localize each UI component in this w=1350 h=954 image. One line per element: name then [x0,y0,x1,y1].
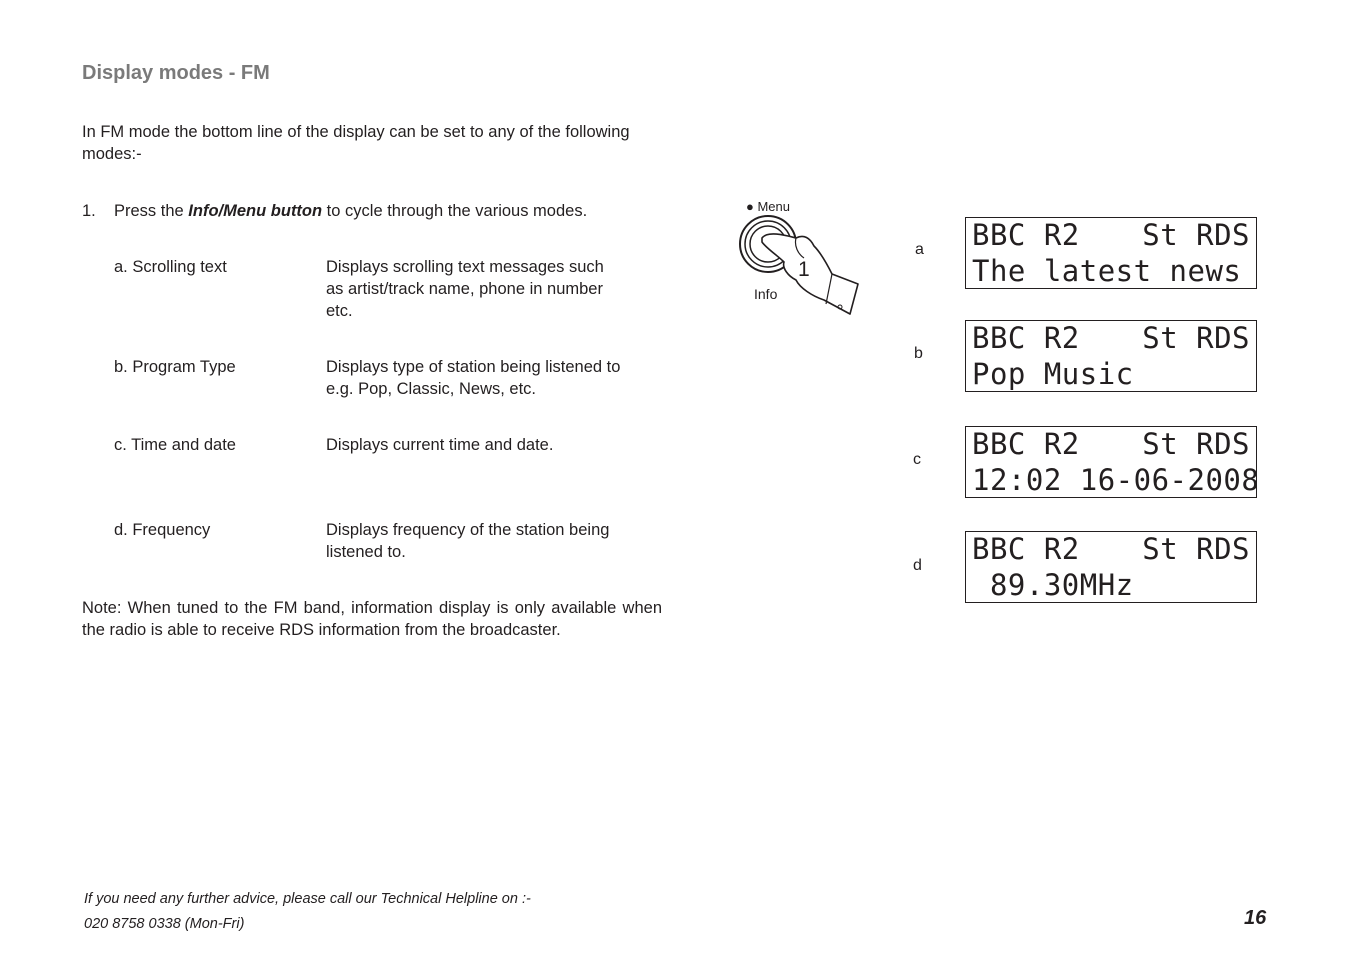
lcd-line1-left: BBC R2 [972,532,1080,566]
mode-c-name: c. Time and date [114,436,236,454]
lcd-line1-right: St RDS [1142,427,1250,461]
info-label: Info [754,286,778,302]
lcd-display-a [965,217,1257,289]
mode-b-desc-line: Displays type of station being listened to [326,358,621,376]
mode-a-desc-line: as artist/track name, phone in number [326,280,603,298]
step-text-after: to cycle through the various modes. [322,202,588,220]
lcd-line2: Pop Music [972,357,1134,391]
helpline-text: If you need any further advice, please call our Technical Helpline on :- [84,891,531,907]
mode-d-description [326,519,666,563]
display-letter-c: c [913,451,921,468]
mode-b-description [326,356,666,400]
info-menu-button-name: Info/Menu button [188,202,323,220]
lcd-line1-right: St RDS [1142,321,1250,355]
lcd-line2: 12:02 16-06-2008 [972,463,1260,497]
mode-a-name: a. Scrolling text [114,258,227,276]
lcd-line1-left: BBC R2 [972,427,1080,461]
mode-a-desc-line: etc. [326,302,353,320]
lcd-display-b [965,320,1257,392]
mode-a-desc-line: Displays scrolling text messages such [326,258,604,276]
mode-c-description [326,434,666,456]
lcd-line1-right: St RDS [1142,532,1250,566]
helpline-number: 020 8758 0338 (Mon-Fri) [84,916,245,932]
mode-c-desc-line: Displays current time and date. [326,436,554,454]
lcd-display-c [965,426,1260,498]
menu-label: ● Menu [746,199,790,214]
lcd-line2: The latest news [972,254,1242,288]
intro-paragraph: In FM mode the bottom line of the display can be set to any of the following modes:- [82,123,630,163]
note-paragraph: Note: When tuned to the FM band, information display is only available when the radio is able to receive RDS information from the broadcaster. [82,599,662,639]
mode-b-name: b. Program Type [114,358,236,376]
display-letter-b: b [914,345,923,362]
lcd-line1-left: BBC R2 [972,218,1080,252]
step-text-before: Press the [114,202,189,220]
mode-d-desc-line: listened to. [326,543,406,561]
lcd-line1-left: BBC R2 [972,321,1080,355]
page-title: Display modes - FM [82,62,270,84]
step-number: 1. [82,202,96,220]
page-number: 16 [1244,907,1267,929]
mode-d-name: d. Frequency [114,521,211,539]
info-menu-knob-illustration [738,196,868,324]
mode-a-description [326,256,666,322]
display-letter-d: d [913,557,922,574]
step-badge: 1 [798,258,810,281]
step-1 [82,200,682,222]
lcd-line2: 89.30MHz [972,568,1134,602]
lcd-display-d [965,531,1257,603]
display-letter-a: a [915,241,924,258]
mode-d-desc-line: Displays frequency of the station being [326,521,610,539]
lcd-line1-right: St RDS [1142,218,1250,252]
mode-b-desc-line: e.g. Pop, Classic, News, etc. [326,380,536,398]
